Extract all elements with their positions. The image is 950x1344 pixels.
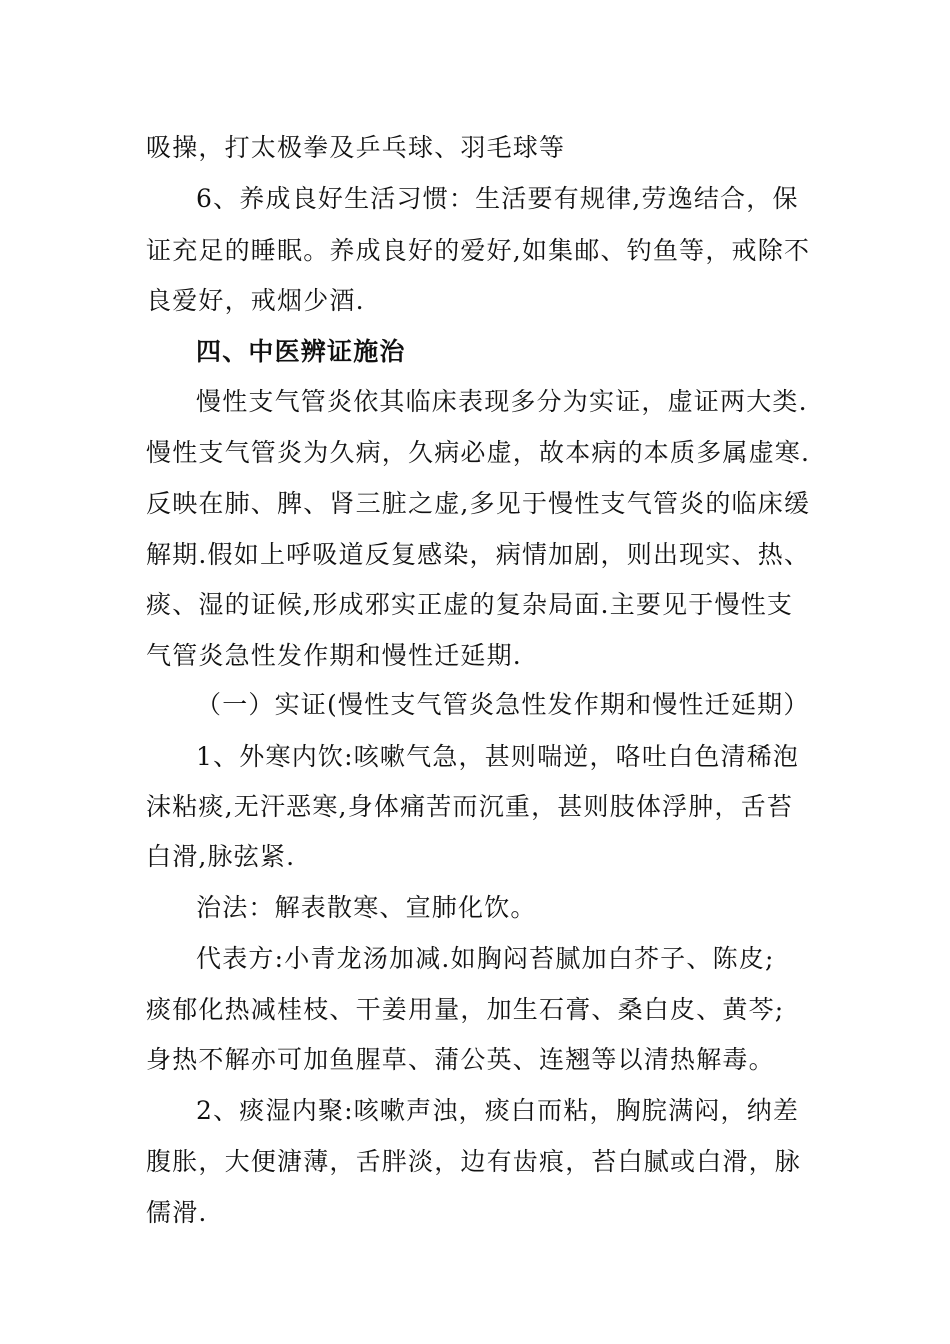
text-line: 反映在肺、脾、肾三脏之虚,多见于慢性支气管炎的临床缓 (146, 489, 811, 518)
text-line: 解期.假如上呼吸道反复感染，病情加剧，则出现实、热、 (146, 540, 811, 569)
text-line: 代表方:小青龙汤加减.如胸闷苔腻加白芥子、陈皮; (196, 944, 775, 973)
text-line: 吸操，打太极拳及乒乓球、羽毛球等 (146, 133, 566, 162)
text-line: 慢性支气管炎为久病，久病必虚，故本病的本质多属虚寒. (146, 438, 811, 467)
text-line: 痰郁化热减桂枝、干姜用量，加生石膏、桑白皮、黄芩; (146, 995, 785, 1024)
text-line: 1、外寒内饮:咳嗽气急，甚则喘逆，咯吐白色清稀泡 (196, 742, 800, 771)
text-line: 治法：解表散寒、宣肺化饮。 (196, 893, 537, 922)
text-line: 良爱好，戒烟少酒. (146, 286, 365, 315)
text-line: 慢性支气管炎依其临床表现多分为实证，虚证两大类. (196, 387, 808, 416)
text-line: 气管炎急性发作期和慢性迁延期. (146, 641, 522, 670)
text-line: 痰、湿的证候,形成邪实正虚的复杂局面.主要见于慢性支 (146, 590, 794, 619)
section-heading: 四、中医辨证施治 (196, 337, 406, 366)
text-line: 白滑,脉弦紧. (146, 842, 296, 871)
text-line: 腹胀，大便溏薄，舌胖淡，边有齿痕，苔白腻或白滑，脉 (146, 1147, 802, 1176)
text-line: 2、痰湿内聚:咳嗽声浊，痰白而粘，胸脘满闷，纳差 (196, 1096, 800, 1125)
subsection-heading: （一）实证(慢性支气管炎急性发作期和慢性迁延期） (196, 690, 810, 719)
text-line: 沫粘痰,无汗恶寒,身体痛苦而沉重，甚则肢体浮肿，舌苔 (146, 792, 794, 821)
text-line: 儒滑. (146, 1198, 208, 1227)
text-line: 6、养成良好生活习惯：生活要有规律,劳逸结合，保 (196, 184, 799, 213)
text-line: 证充足的睡眠。养成良好的爱好,如集邮、钓鱼等，戒除不 (146, 236, 811, 265)
text-line: 身热不解亦可加鱼腥草、蒲公英、连翘等以清热解毒。 (146, 1045, 775, 1074)
